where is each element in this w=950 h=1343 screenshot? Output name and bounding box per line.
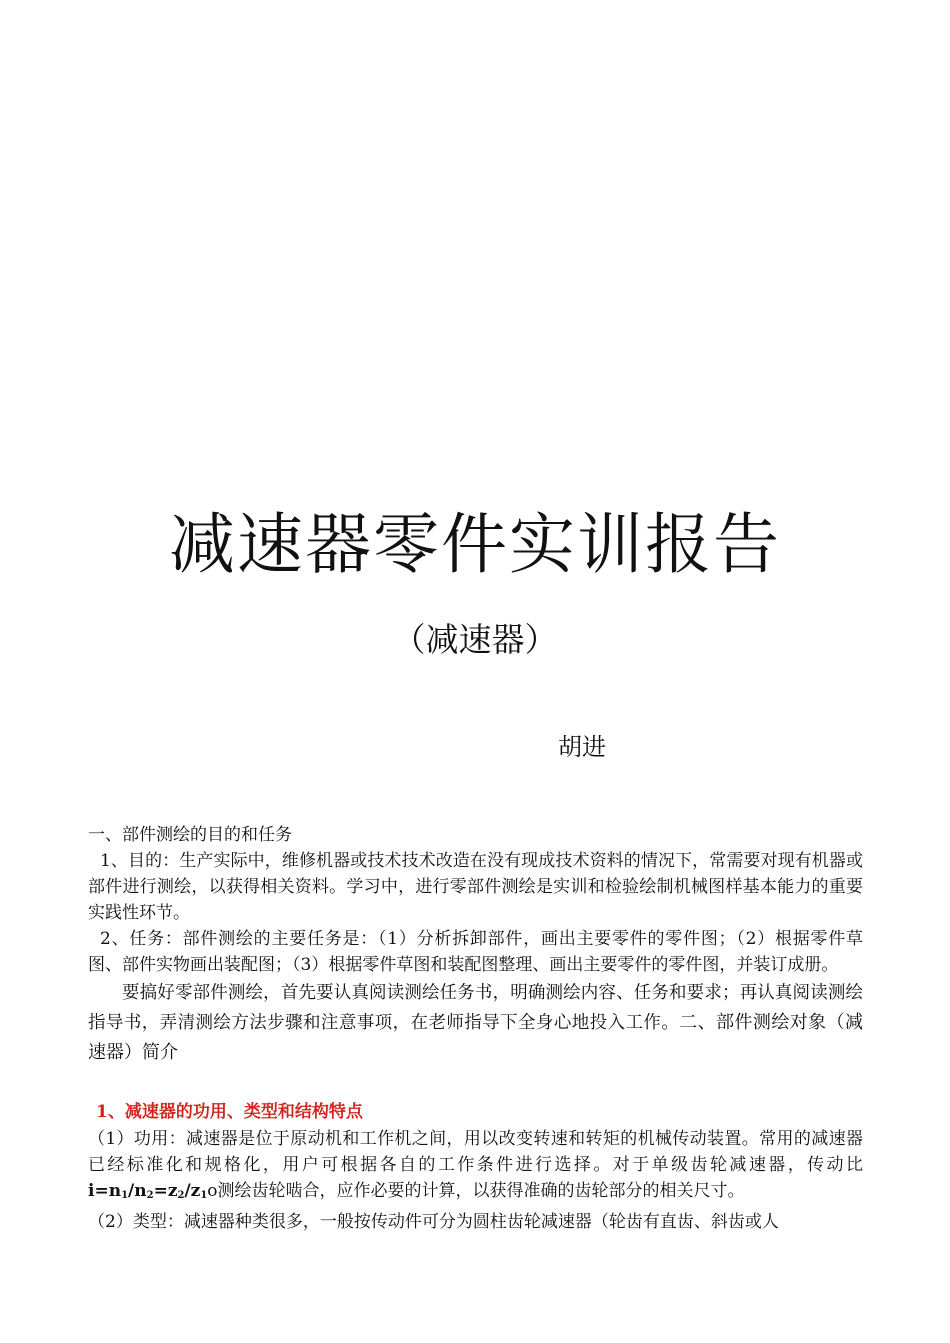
ratio-sub-1: 1	[121, 1190, 129, 1201]
ratio-sub-4: 1	[200, 1190, 208, 1201]
ratio-slash-1: /n	[128, 1181, 147, 1201]
requirement-paragraph	[88, 978, 863, 1068]
section1-heading-text: 一、部件测绘的目的和任务	[88, 825, 292, 845]
ratio-sub-2: 2	[146, 1190, 154, 1201]
function-paragraph	[88, 1126, 863, 1209]
ratio-eq: =z	[153, 1181, 178, 1201]
section1-body	[88, 848, 863, 1068]
task-paragraph: 2、任务：部件测绘的主要任务是：（1）分析拆卸部件，画出主要零件的零件图；（2）根据零件草图、部件实物画出装配图；（3）根据零件草图和装配图整理、画出主要零件的零件图，并装订成册。	[88, 929, 863, 975]
ratio-formula	[88, 1181, 207, 1201]
subsection1-heading: 1、减速器的功用、类型和结构特点	[96, 1102, 363, 1122]
author-name: 胡进	[558, 733, 606, 761]
section2-body	[88, 1126, 863, 1235]
section1-heading	[88, 822, 863, 848]
report-subtitle: （减速器）	[392, 620, 558, 659]
function-text: （1）功用：减速器是位于原动机和工作机之间，用以改变转速和转矩的机械传动装置。常用的减速器已经标准化和规格化，用户可根据各自的工作条件进行选择。对于单级齿轮减速器，传动比	[88, 1129, 863, 1175]
requirement-text: 要搞好零部件测绘，首先要认真阅读测绘任务书，明确测绘内容、任务和要求；再认真阅读测绘指导书，弄清测绘方法步骤和注意事项，在老师指导下全身心地投入工作。	[88, 983, 863, 1033]
ratio-slash-2: /z	[184, 1181, 201, 1201]
function-tail: o测绘齿轮啮合，应作必要的计算，以获得准确的齿轮部分的相关尺寸。	[207, 1181, 745, 1201]
ratio-i: i=n	[88, 1181, 122, 1201]
ratio-sub-3: 2	[177, 1190, 185, 1201]
type-paragraph: （2）类型：减速器种类很多，一般按传动件可分为圆柱齿轮减速器（轮齿有直齿、斜齿或人	[88, 1212, 779, 1232]
section2-heading: 二、部件测绘对象（减速器）简介	[88, 1012, 863, 1063]
report-title: 减速器零件实训报告	[169, 506, 781, 583]
purpose-paragraph: 1、目的：生产实际中，维修机器或技术技术改造在没有现成技术资料的情况下，常需要对现有机器或部件进行测绘，以获得相关资料。学习中，进行零部件测绘是实训和检验绘制机械图样基本能力的重要实践性环节。	[88, 851, 863, 923]
